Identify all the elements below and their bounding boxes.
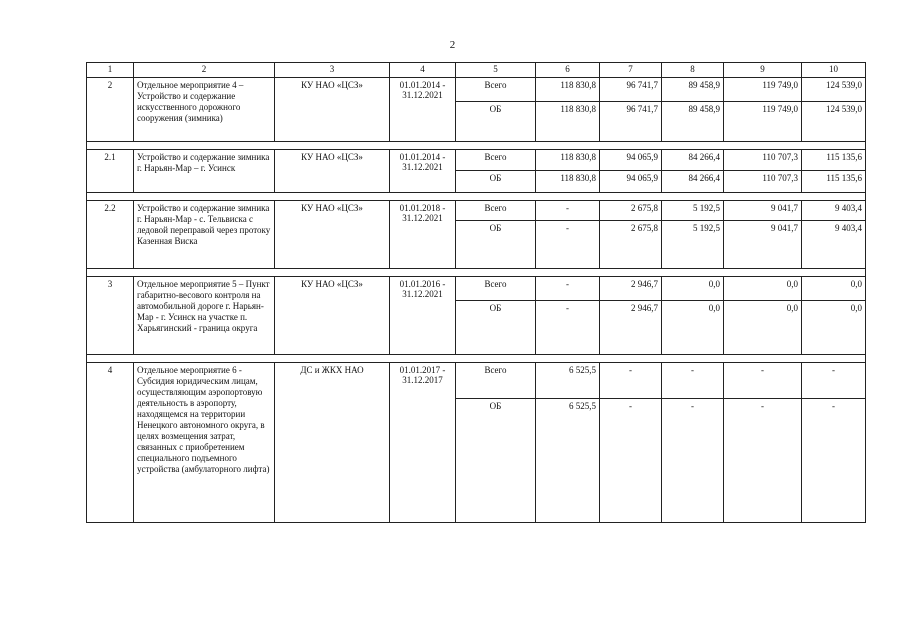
funding-value: 118 830,8: [536, 78, 600, 102]
funding-source: Всего: [456, 363, 536, 399]
funding-value: -: [724, 399, 802, 523]
period: 01.01.2018 - 31.12.2021: [390, 201, 456, 269]
executor: КУ НАО «ЦСЗ»: [275, 277, 390, 355]
separator-cell: [390, 355, 456, 363]
row-number: 2: [87, 78, 134, 142]
funding-value: 118 830,8: [536, 171, 600, 193]
separator-cell: [87, 355, 134, 363]
column-number-header: 10: [802, 63, 866, 78]
separator-cell: [536, 142, 600, 150]
funding-source: Всего: [456, 277, 536, 301]
table-header-row: [87, 63, 866, 78]
funding-source: ОБ: [456, 301, 536, 355]
period: 01.01.2017 - 31.12.2017: [390, 363, 456, 523]
funding-value: 2 946,7: [600, 277, 662, 301]
funding-source: Всего: [456, 78, 536, 102]
funding-value: 84 266,4: [662, 150, 724, 171]
row-separator: [87, 193, 866, 201]
separator-cell: [456, 355, 536, 363]
separator-cell: [390, 193, 456, 201]
funding-value: 6 525,5: [536, 399, 600, 523]
separator-cell: [802, 355, 866, 363]
funding-value: 110 707,3: [724, 150, 802, 171]
funding-value: 118 830,8: [536, 150, 600, 171]
table-row: [87, 277, 866, 301]
separator-cell: [600, 355, 662, 363]
executor: КУ НАО «ЦСЗ»: [275, 78, 390, 142]
funding-value: -: [536, 277, 600, 301]
funding-value: 0,0: [724, 301, 802, 355]
funding-value: 9 403,4: [802, 201, 866, 221]
funding-value: 9 403,4: [802, 221, 866, 269]
funding-value: 2 675,8: [600, 201, 662, 221]
funding-value: -: [536, 221, 600, 269]
funding-value: 0,0: [662, 301, 724, 355]
separator-cell: [456, 269, 536, 277]
executor: КУ НАО «ЦСЗ»: [275, 150, 390, 193]
funding-value: -: [662, 363, 724, 399]
funding-value: 6 525,5: [536, 363, 600, 399]
separator-cell: [600, 193, 662, 201]
funding-value: 2 946,7: [600, 301, 662, 355]
separator-cell: [87, 269, 134, 277]
funding-source: Всего: [456, 201, 536, 221]
funding-value: 0,0: [802, 277, 866, 301]
separator-cell: [536, 193, 600, 201]
funding-source: ОБ: [456, 399, 536, 523]
funding-value: 110 707,3: [724, 171, 802, 193]
separator-cell: [600, 142, 662, 150]
activity-name: Устройство и содержание зимника г. Нарьян-Мар – г. Усинск: [134, 150, 275, 193]
funding-value: 9 041,7: [724, 221, 802, 269]
funding-value: -: [536, 201, 600, 221]
separator-cell: [275, 142, 390, 150]
separator-cell: [600, 269, 662, 277]
page-number: 2: [449, 39, 456, 51]
separator-cell: [456, 193, 536, 201]
activity-name: Отдельное мероприятие 5 – Пункт габаритно-весового контроля на автомобильной дороге г. Нарьян-Мар - г. Усинск на участке п. Харьягинский - граница округа: [134, 277, 275, 355]
activity-name: Отдельное мероприятие 6 - Субсидия юридическим лицам, осуществляющим аэропортовую деятельность в аэропорту, находящемся на территории Ненецкого автономного округа, в целях возмещения затрат, связанных с приобретением специального подъемного устройства (амбулаторного лифта): [134, 363, 275, 523]
executor: КУ НАО «ЦСЗ»: [275, 201, 390, 269]
funding-value: 94 065,9: [600, 150, 662, 171]
funding-value: -: [600, 363, 662, 399]
table-row: [87, 201, 866, 221]
separator-cell: [724, 269, 802, 277]
funding-value: 96 741,7: [600, 102, 662, 142]
separator-cell: [275, 355, 390, 363]
separator-cell: [662, 355, 724, 363]
row-separator: [87, 142, 866, 150]
table-row: [87, 150, 866, 171]
column-number-header: 3: [275, 63, 390, 78]
column-number-header: 1: [87, 63, 134, 78]
funding-value: 96 741,7: [600, 78, 662, 102]
funding-value: 0,0: [802, 301, 866, 355]
separator-cell: [87, 193, 134, 201]
funding-value: 119 749,0: [724, 78, 802, 102]
funding-source: Всего: [456, 150, 536, 171]
funding-source: ОБ: [456, 221, 536, 269]
funding-value: -: [724, 363, 802, 399]
separator-cell: [662, 142, 724, 150]
funding-value: -: [536, 301, 600, 355]
funding-value: -: [802, 363, 866, 399]
funding-value: -: [600, 399, 662, 523]
separator-cell: [134, 193, 275, 201]
funding-value: 84 266,4: [662, 171, 724, 193]
separator-cell: [724, 193, 802, 201]
funding-value: 2 675,8: [600, 221, 662, 269]
row-separator: [87, 269, 866, 277]
funding-value: 124 539,0: [802, 102, 866, 142]
separator-cell: [662, 193, 724, 201]
funding-value: 5 192,5: [662, 221, 724, 269]
funding-value: 94 065,9: [600, 171, 662, 193]
funding-source: ОБ: [456, 171, 536, 193]
funding-value: -: [802, 399, 866, 523]
activity-name: Устройство и содержание зимника г. Нарьян-Мар - с. Тельвиска с ледовой переправой через протоку Казенная Виска: [134, 201, 275, 269]
separator-cell: [662, 269, 724, 277]
separator-cell: [275, 269, 390, 277]
table-row: [87, 78, 866, 102]
separator-cell: [724, 142, 802, 150]
separator-cell: [87, 142, 134, 150]
separator-cell: [134, 269, 275, 277]
funding-value: 115 135,6: [802, 171, 866, 193]
separator-cell: [802, 193, 866, 201]
separator-cell: [802, 269, 866, 277]
funding-source: ОБ: [456, 102, 536, 142]
funding-value: 115 135,6: [802, 150, 866, 171]
separator-cell: [390, 269, 456, 277]
row-number: 2.2: [87, 201, 134, 269]
funding-value: 118 830,8: [536, 102, 600, 142]
column-number-header: 7: [600, 63, 662, 78]
funding-value: 0,0: [662, 277, 724, 301]
column-number-header: 6: [536, 63, 600, 78]
program-table: [86, 62, 866, 523]
period: 01.01.2014 - 31.12.2021: [390, 78, 456, 142]
table-row: [87, 363, 866, 399]
executor: ДС и ЖКХ НАО: [275, 363, 390, 523]
funding-value: 9 041,7: [724, 201, 802, 221]
activity-name: Отдельное мероприятие 4 – Устройство и содержание искусственного дорожного сооружения (зимника): [134, 78, 275, 142]
column-number-header: 4: [390, 63, 456, 78]
separator-cell: [456, 142, 536, 150]
period: 01.01.2016 - 31.12.2021: [390, 277, 456, 355]
row-number: 2.1: [87, 150, 134, 193]
column-number-header: 5: [456, 63, 536, 78]
funding-value: 5 192,5: [662, 201, 724, 221]
funding-value: 0,0: [724, 277, 802, 301]
funding-value: 124 539,0: [802, 78, 866, 102]
funding-value: 89 458,9: [662, 102, 724, 142]
column-number-header: 8: [662, 63, 724, 78]
funding-value: 119 749,0: [724, 102, 802, 142]
column-number-header: 9: [724, 63, 802, 78]
separator-cell: [134, 142, 275, 150]
period: 01.01.2014 - 31.12.2021: [390, 150, 456, 193]
separator-cell: [536, 269, 600, 277]
separator-cell: [390, 142, 456, 150]
separator-cell: [802, 142, 866, 150]
separator-cell: [275, 193, 390, 201]
row-number: 4: [87, 363, 134, 523]
column-number-header: 2: [134, 63, 275, 78]
separator-cell: [536, 355, 600, 363]
funding-value: 89 458,9: [662, 78, 724, 102]
row-separator: [87, 355, 866, 363]
separator-cell: [134, 355, 275, 363]
row-number: 3: [87, 277, 134, 355]
funding-value: -: [662, 399, 724, 523]
separator-cell: [724, 355, 802, 363]
